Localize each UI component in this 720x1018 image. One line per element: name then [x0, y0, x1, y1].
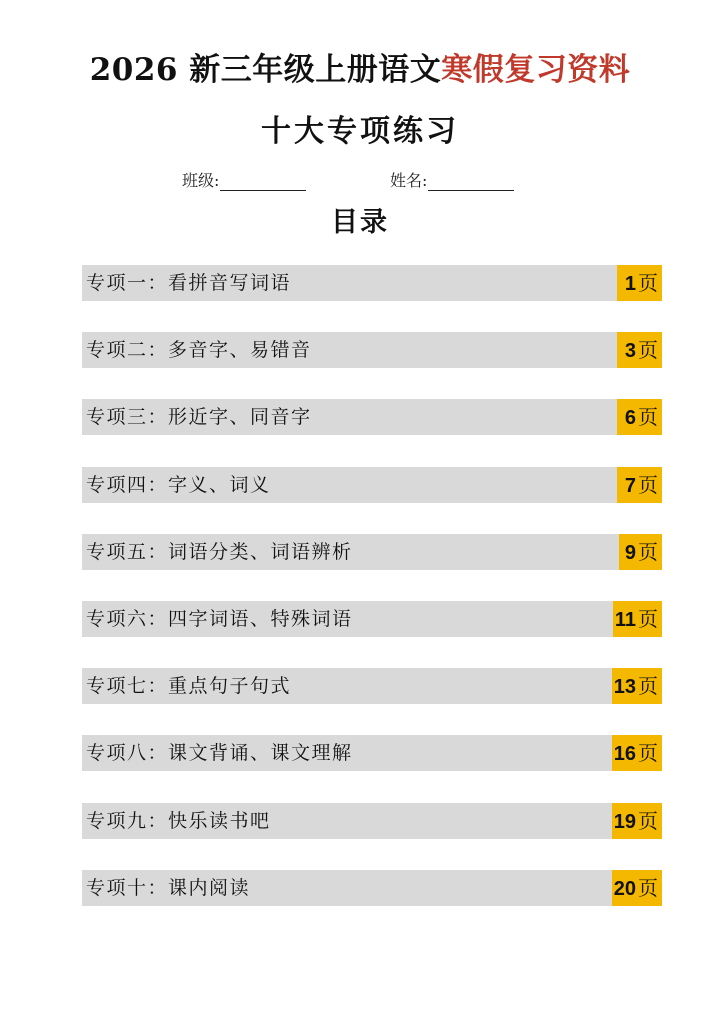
toc-item-label: 专项六：四字词语、特殊词语	[86, 607, 353, 630]
toc-page-unit: 页	[638, 741, 658, 766]
toc-item	[82, 399, 662, 435]
class-label: 班级:	[182, 171, 220, 190]
document-title	[0, 44, 720, 89]
toc-page-number: 9	[624, 541, 636, 564]
toc-page-badge	[612, 668, 662, 704]
toc-item	[82, 467, 662, 503]
toc-page-number: 7	[624, 474, 636, 497]
toc-item-label: 专项二：多音字、易错音	[86, 339, 312, 362]
toc-heading: 目录	[331, 207, 389, 238]
toc-item-label: 专项八：课文背诵、课文理解	[86, 742, 353, 765]
toc-item-label: 专项四：字义、词义	[86, 473, 271, 496]
toc-item	[82, 265, 662, 301]
toc-page-badge	[617, 265, 662, 301]
name-field	[390, 168, 514, 191]
toc-page-number: 3	[624, 340, 636, 363]
title-highlight: 寒假复习资料	[441, 52, 631, 88]
toc-page-number: 13	[613, 676, 636, 699]
toc-page-unit: 页	[638, 338, 658, 363]
toc-page-badge	[612, 803, 662, 839]
toc-item-label: 专项九：快乐读书吧	[86, 809, 271, 832]
toc-page-badge	[617, 399, 662, 435]
toc-item	[82, 668, 662, 704]
toc-item	[82, 735, 662, 771]
toc-item	[82, 870, 662, 906]
name-label: 姓名:	[390, 171, 428, 190]
title-main: 2026 新三年级上册语文	[89, 52, 442, 88]
toc-page-number: 1	[624, 273, 636, 295]
toc-page-badge	[613, 601, 662, 637]
toc-page-number: 20	[613, 877, 636, 900]
toc-page-unit: 页	[638, 271, 658, 295]
table-of-contents	[82, 265, 662, 937]
toc-page-badge	[619, 534, 662, 570]
class-blank-line	[220, 174, 306, 191]
toc-page-number: 16	[613, 743, 636, 766]
toc-page-number: 6	[624, 407, 636, 430]
document-subtitle: 十大专项练习	[261, 114, 459, 149]
toc-page-unit: 页	[638, 606, 658, 631]
toc-page-number: 19	[613, 810, 636, 833]
toc-page-unit: 页	[638, 405, 658, 430]
toc-item	[82, 332, 662, 368]
toc-item	[82, 534, 662, 570]
toc-item-label: 专项七：重点句子句式	[86, 675, 292, 698]
toc-page-unit: 页	[638, 539, 658, 564]
toc-page-badge	[612, 735, 662, 771]
toc-page-badge	[617, 467, 662, 503]
toc-page-badge	[612, 870, 662, 906]
toc-item	[82, 803, 662, 839]
toc-item	[82, 601, 662, 637]
toc-item-label: 专项十：课内阅读	[86, 876, 251, 899]
name-blank-line	[428, 174, 514, 191]
class-field	[182, 168, 306, 191]
toc-item-label: 专项五：词语分类、词语辨析	[86, 540, 353, 563]
toc-item-label: 专项三：形近字、同音字	[86, 406, 312, 429]
toc-page-unit: 页	[638, 472, 658, 497]
toc-page-unit: 页	[638, 875, 658, 900]
toc-item-label: 专项一：看拼音写词语	[86, 272, 292, 294]
toc-page-unit: 页	[638, 808, 658, 833]
toc-page-unit: 页	[638, 674, 658, 699]
toc-page-badge	[617, 332, 662, 368]
toc-page-number: 11	[614, 608, 636, 631]
